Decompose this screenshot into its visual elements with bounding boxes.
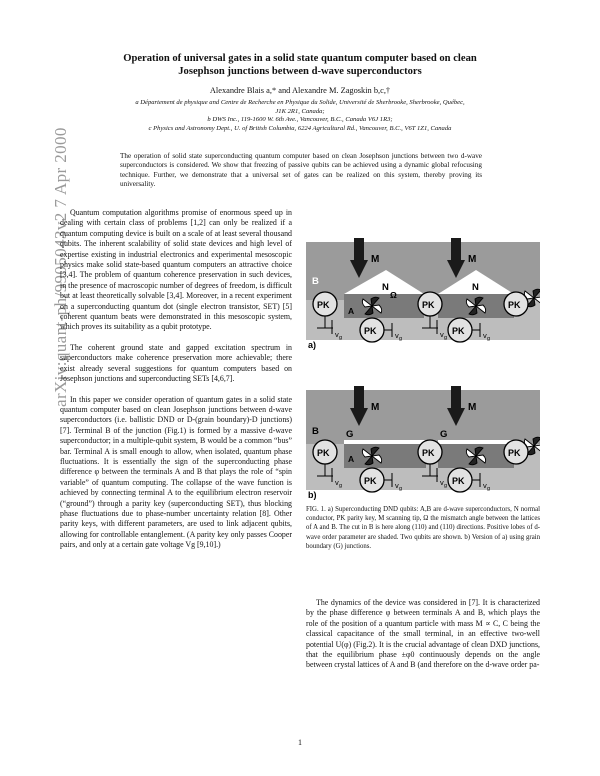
title-line-1: Operation of universal gates in a solid state quantum computer based on clean (123, 53, 477, 64)
svg-text:PK: PK (452, 476, 465, 486)
affiliation-b: b DWS Inc., 119-1600 W. 6th Ave., Vancouver, B.C., Canada V6J 1R3; (207, 116, 393, 124)
svg-text:PK: PK (508, 448, 521, 458)
svg-text:g: g (399, 486, 403, 492)
svg-text:v: v (395, 331, 399, 340)
svg-text:g: g (399, 336, 403, 342)
grain-boundary-2 (438, 440, 514, 444)
author-list: Alexandre Blais a,* and Alexandre M. Zagoskin b,c,† (209, 86, 391, 95)
svg-text:PK: PK (508, 300, 521, 310)
bus-bar-b (306, 390, 540, 444)
paper-title (60, 52, 540, 78)
label-g-1: G (346, 429, 354, 440)
label-m-1: M (371, 402, 380, 413)
label-a: A (348, 306, 355, 316)
arxiv-identifier: arXiv:quant-ph/9905043v2 7 Apr 2000 (51, 127, 70, 407)
affiliation-a-line-2: J1K 2R1, Canada; (275, 107, 325, 115)
svg-text:g: g (444, 483, 448, 489)
label-g-2: G (440, 429, 448, 440)
figure-caption: FIG. 1. a) Superconducting DND qubits: A,B are d-wave superconductors, N normal conductor, PK parity key, M scanning tip, Ω the mismatch angle between the lattices of A and B. The cut in B is here along (110) and (110) directions. Positive lobes of d-wave order parameter are shaded. Two qubits are shown. b) Version of a) using grain boundary (G) junctions. (306, 506, 540, 550)
panel-label-b: b) (308, 490, 317, 500)
label-n-2: N (472, 282, 479, 293)
page-number: 1 (298, 738, 302, 747)
svg-text:PK: PK (317, 300, 330, 310)
label-m-2: M (468, 402, 477, 413)
svg-text:g: g (487, 486, 491, 492)
svg-text:g: g (444, 335, 448, 341)
affiliation-a-line-1: a Département de physique and Centre de Recherche en Physique du Solide, Université de Sherbrooke, Sherbrooke, Québec, (135, 99, 465, 106)
label-omega: Ω (390, 290, 397, 300)
paragraph-dynamics: The dynamics of the device was considered in [7]. It is characterized by the phase difference φ between terminals A and B, which plays the role of the position of a quantum particle with mass M ∝ C, C being the classical capacitance of the small terminal, in an effective two-well potential U(φ) (Fig.2). It is the crucial advantage of clean DXD junctions, that the equilibrium phase ±φ0 continuously depends on the angle between crystal lattices of A and B (and therefore on the d-wave order pa- (306, 598, 540, 670)
parity-key (504, 292, 528, 316)
affiliations (60, 99, 540, 133)
left-column (60, 208, 292, 561)
svg-text:PK: PK (364, 476, 377, 486)
panel-b (306, 386, 540, 500)
paragraph-coherence: The coherent ground state and gapped excitation spectrum in superconductors make coherence preservation more achievable; there exist already several suggestions for quantum computers based on Josephson junctions and superconducting SETs [4,6,7]. (60, 342, 292, 384)
grain-boundary-1 (344, 440, 426, 444)
svg-text:PK: PK (317, 448, 330, 458)
svg-text:PK: PK (422, 448, 435, 458)
figure-1 (306, 234, 540, 502)
paragraph-intro: Quantum computation algorithms promise of enormous speed up in dealing with certain class of problems [1,2] can only be realized if a quantum computing device is built on a scale of at least several thousand qubits. The inherent scalability of solid state devices and high level of expertise existing in industrial electronics and experimental mesoscopic physics make solid state-based quantum computers an attractive choice [3,4]. The problem of quantum coherence preservation in such devices, in the presence of macroscopic number of degrees of freedom, is difficult but at least theoretically solvable [3,4]. Moreover, in a recent experiment on a superconducting quantum dot (single electron transistor, SET) [5] coherent quantum beats were demonstrated in this mesoscopic system, which proves its suitability as a qubit prototype. (60, 208, 292, 332)
parity-key (504, 440, 528, 464)
title-line-2: Josephson junctions between d-wave superconductors (178, 66, 422, 77)
label-b: B (312, 426, 319, 437)
abstract: The operation of solid state superconducting quantum computer based on clean Josephson junctions between two d-wave superconductors is considered. We show that freezing of passive qubits can be achieved using a dynamic global refocusing technique. Further, we demonstrate that a universal set of gates can be realized on this system, thereby proving its universality. (120, 152, 482, 189)
terminal-a-1 (344, 294, 424, 318)
panel-a (306, 238, 540, 350)
svg-text:g: g (339, 483, 343, 489)
svg-text:g: g (487, 336, 491, 342)
terminal-a-1 (344, 444, 426, 468)
svg-text:v: v (483, 481, 487, 490)
svg-text:v: v (335, 478, 339, 487)
svg-text:PK: PK (422, 300, 435, 310)
label-b: B (312, 276, 319, 287)
label-m-2: M (468, 254, 477, 265)
svg-text:g: g (339, 335, 343, 341)
panel-label-a: a) (308, 340, 317, 350)
svg-text:v: v (483, 331, 487, 340)
svg-text:v: v (440, 330, 444, 339)
label-m-1: M (371, 254, 380, 265)
svg-text:v: v (335, 330, 339, 339)
svg-text:v: v (395, 481, 399, 490)
paragraph-operation: In this paper we consider operation of quantum gates in a solid state quantum computer based on clean Josephson junctions between d-wave superconductors (i.e. ballistic DND or D-(grain boundary)-D junctions) [7]. Terminal B of the junction (Fig.1) is formed by a massive d-wave superconductor; in a multiple-qubit system, B would be a common “bus” bar. Terminal A is small enough to allow, when isolated, quantum phase fluctuations. It is essentially the sign of the superconducting phase difference φ between the terminals A and B that plays the role of “spin variable” of quantum computing. The collapse of the wave function is achieved by connecting terminal A to the equilibrium electron reservoir (“ground”) through a parity key (superconducting SET), thus blocking phase fluctuations due to phase-number uncertainty relation [8]. Other parity keys, with different parameters, are used to link adjacent qubits, allowing for controllable entanglement. (A parity key only passes Cooper pairs, and only at a certain gate voltage Vg [9,10].) (60, 394, 292, 550)
affiliation-c: c Physics and Astronomy Dept., U. of British Columbia, 6224 Agricultural Rd., Vancouver, B.C., V6T 1Z1, Canada (148, 124, 452, 132)
svg-text:PK: PK (364, 326, 377, 336)
right-column (306, 598, 540, 681)
label-a: A (348, 454, 355, 464)
svg-text:v: v (440, 478, 444, 487)
label-n-1: N (382, 282, 389, 293)
svg-text:PK: PK (452, 326, 465, 336)
